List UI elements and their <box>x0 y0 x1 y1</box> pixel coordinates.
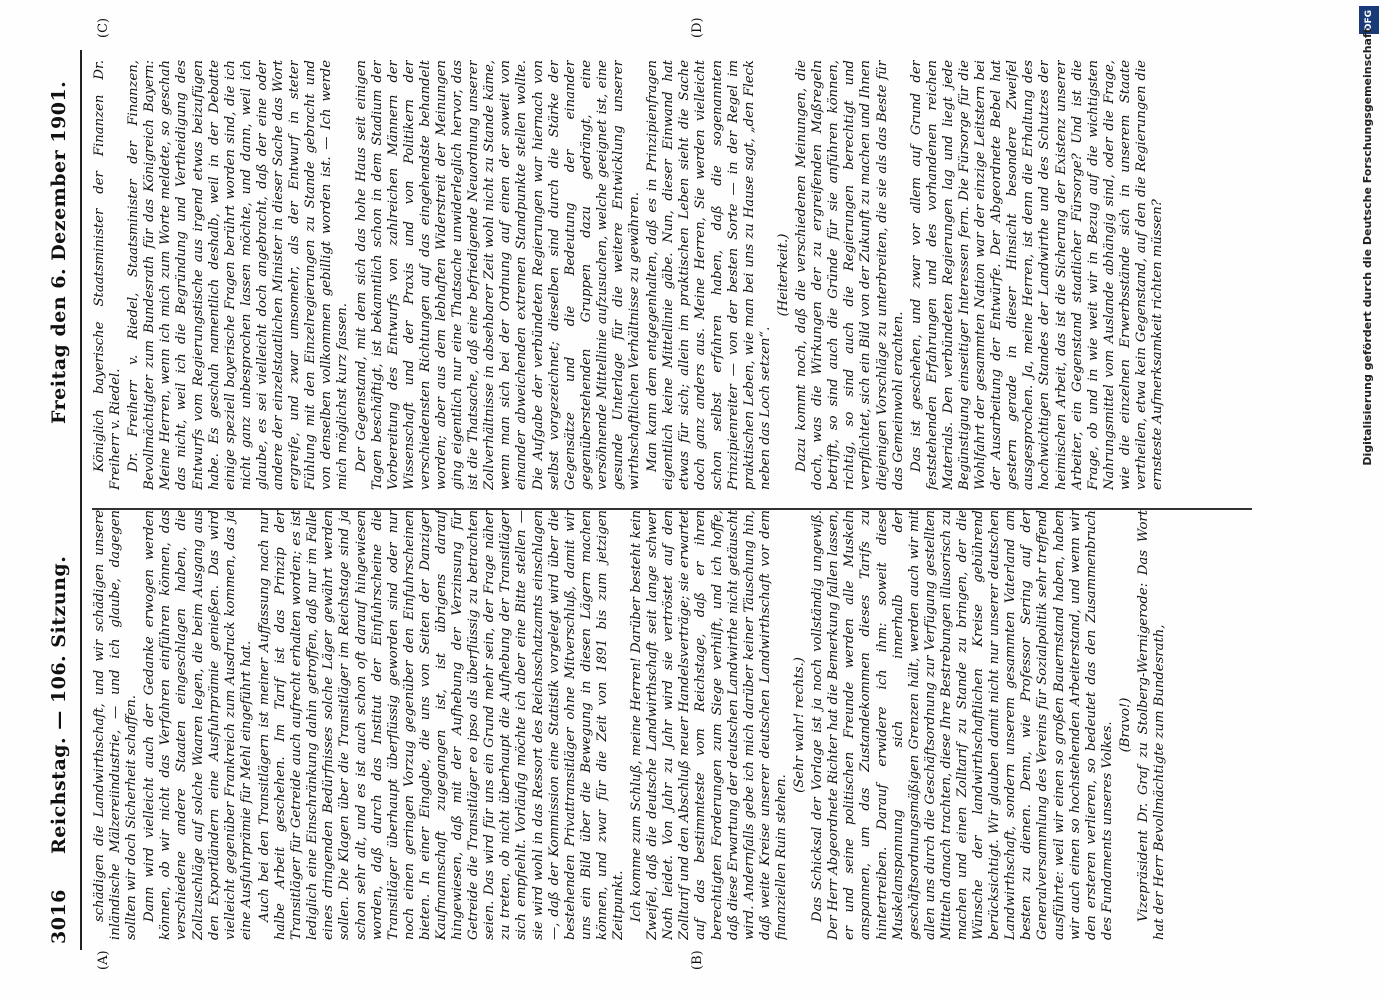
margin-mark-b: (B) <box>690 950 705 970</box>
paragraph: Dann wird vielleicht auch der Gedanke erwogen werden können, ob wir nicht das Verfahren einführen können, das verschiedene andere Staaten eingeschlagen haben, die Zollzuschläge auf solche Waaren legen, die beim Ausgang aus den Exportländern eine Ausfuhrprämie genießen. Das wird vielleicht gegenüber Frankreich zum Ausdruck kommen, das ja eine Ausfuhrprämie für Mehl eingeführt hat. <box>142 510 254 940</box>
paragraph: Das Schicksal der Vorlage ist ja noch vollständig ungewiß. Der Herr Abgeordnete Richter hat die Bemerkung fallen lassen, er und seine politischen Freunde werden alle Muskeln anspannen, um das Zustandekommen dieses Tarifs zu hintertreiben. Darauf erwidere ich ihm: soweit diese Muskelanspannung sich innerhalb der geschäftsordnungsmäßigen Grenzen hält, werden auch wir mit allen uns durch die Geschäftsordnung zur Verfügung gestellten Mitteln danach trachten, diese Ihre Bestrebungen illusorisch zu machen und einen Zolltarif zu Stande zu bringen, der die Wünsche der landwirthschaftlichen Kreise gebührend berücksichtigt. Wir glauben damit nicht nur unserer deutschen Landwirthschaft, sondern unserem gesammten Vaterland am besten zu dienen. Denn, wie Professor Sering auf der Generalversammlung des Vereins für Sozialpolitik sehr treffend ausführte: weil wir einen so großen Bauernstand haben, haben wir auch einen so hochstehenden Arbeiterstand, und wenn wir den ersteren verlieren, so bedeutet das den Zusammenbruch des Fundaments unseres Volkes. <box>810 510 1115 940</box>
paragraph: Dr. Freiherr v. Riedel, Staatsminister der Finanzen, Bevollmächtigter zum Bundesrath für das Königreich Bayern: Meine Herren, wenn ich mich zum Worte meldete, so geschah das nicht, weil ich die Begründung und Vertheidigung des Entwurfs vom Regierungstische aus irgend etwas beizufügen habe. Es geschah namentlich deshalb, weil in der Debatte einige speziell bayerische Fragen berührt worden sind, die ich nicht ganz unbesprochen lassen möchte, und dann, weil ich glaube, es sei vielleicht doch angebracht, daß der eine oder andere der einzelstaatlichen Minister in dieser Sache das Wort ergreife, und zwar umsomehr, als der Entwurf in steter Fühlung mit den Einzelregierungen zu Stande gebracht und von denselben vollkommen gebilligt worden ist. — Ich werde mich möglichst kurz fassen. <box>126 60 351 490</box>
paragraph: Man kann dem entgegenhalten, daß es in Prinzipienfragen eigentlich keine Mittellinie gäbe. Nun, dieser Einwand hat etwas für sich; allein im praktischen Leben sieht die Sache doch ganz anders aus. Meine Herren, Sie werden vielleicht schon selbst erfahren haben, daß die sogenannten Prinzipienreiter — von der besten Sorte — in der Regel im praktischen Leben, wie man bei uns zu Hause sagt, „den Fleck neben das Loch setzen“. <box>645 60 773 490</box>
column-right <box>92 60 1252 490</box>
paragraph: Ich komme zum Schluß, meine Herren! Darüber besteht kein Zweifel, daß die deutsche Landwirthschaft seit lange schwer Noth leidet. Von Jahr zu Jahr wird sie vertröstet auf den Zolltarif und den Abschluß neuer Handelsverträge; sie erwartet auf das bestimmteste vom Reichstage, daß er ihren berechtigten Forderungen zum Siege verhilft, und ich hoffe, daß diese Erwartung der deutschen Landwirthe nicht getäuscht wird. Andernfalls gebe ich mich darüber keiner Täuschung hin, daß weite Kreise unserer deutschen Landwirthschaft vor dem finanziellen Ruin stehen. <box>629 510 789 940</box>
column-left <box>92 510 1252 940</box>
dfg-credit-strip <box>1357 0 1383 1000</box>
interjection: (Heiterkeit.) <box>775 233 791 317</box>
page-number: 3016 <box>48 889 70 944</box>
paragraph: Dazu kommt noch, daß die verschiedenen Meinungen, die doch, was die Wirkungen der zu ergreifenden Maßregeln betrifft, so sind auch die Gründe für sie anführen können, richtig, so sind auch die Regierungen berechtigt und verpflichtet, sich ein Bild von der Zukunft zu machen und Ihnen diejenigen Vorschläge zu unterbreiten, die sie als das Beste für das Gemeinwohl erachten. <box>794 60 906 490</box>
interjection: (Sehr wahr! rechts.) <box>792 657 808 793</box>
paragraph: Auch bei den Transitlägern ist meiner Auffassung nach nur halbe Arbeit geschehen. Im Tarif ist das Prinzip der Transitläger für Getreide auch aufrecht erhalten worden; es ist lediglich eine Einschränkung dahin getroffen, daß nur im Falle eines dringenden Bedürfnisses solche Läger gewährt werden sollen. Die Klagen über die Transitläger im Reichstage sind ja schon sehr alt, und es ist auch schon oft darauf hingewiesen worden, daß durch das Institut der Einfuhrscheine die Transitläger überhaupt überflüssig geworden sind oder nur noch einen geringen Vorzug gegenüber den Einfuhrscheinen bieten. In einer Eingabe, die uns von Seiten der Danziger Kaufmannschaft zugegangen ist, ist übrigens darauf hingewiesen, daß mit der Aufhebung der Verzinsung für Getreide die Transitläger eo ipso als überflüssig zu betrachten seien. Das wird für uns ein Grund mehr sein, der Frage näher zu treten, ob nicht überhaupt die Aufhebung der Transitläger sich empfiehlt. Vorläufig möchte ich aber eine Bitte stellen — sie wird wohl in das Ressort des Reichsschatzamts einschlagen —, daß der Kommission eine Statistik vorgelegt wird über die bestehenden Privattransitläger ohne Mitverschluß, damit wir uns ein Bild über die Bewegung in diesen Lägern machen können, und zwar für die Zeit von 1891 bis zum jetzigen Zeitpunkt. <box>256 510 626 940</box>
paragraph: schädigen die Landwirthschaft, und wir schädigen unsere inländische Mälzereiindustrie, — und ich glaube, dagegen sollten wir doch Sicherheit schaffen. <box>92 510 140 940</box>
dfg-logo: DFG <box>1359 6 1379 34</box>
paragraph: Das ist geschehen, und zwar vor allem auf Grund der feststehenden Erfahrungen und des vorhandenen reichen Materials. Den verbündeten Regierungen lag und liegt jede Begünstigung einseitiger Interessen fern. Die Fürsorge für die Wohlfahrt der gesammten Nation war der einzige Leitstern bei der Ausarbeitung der Entwürfe. Der Abgeordnete Bebel hat gestern gerade in dieser Hinsicht besondere Zweifel ausgesprochen. Ja, meine Herren, ist denn die Erhaltung des hochwichtigen Standes der Landwirthe und des Schutzes der heimischen Arbeit, das ist die Sicherung der Existenz unserer Arbeiter, ein Gegenstand staatlicher Fürsorge? Und ist die Frage, ob und in wie weit wir in Bezug auf die wichtigsten Nahrungsmittel vom Auslande abhängig sind, oder die Frage, wie die einzelnen Erwerbsstände sich in unserem Staate vertheilen, etwa kein Gegenstand, auf den die Regierungen die ernsteste Aufmerksamkeit richten müssen? <box>908 60 1166 490</box>
page-header <box>48 54 76 944</box>
digitization-credit: Digitalisierung gefördert durch die Deutsche Forschungsgemeinschaft <box>1361 28 1374 466</box>
page-date: Freitag den 6. Dezember 1901. <box>48 80 70 424</box>
column-separator <box>92 508 1252 510</box>
paragraph: Der Gegenstand, mit dem sich das hohe Haus seit einigen Tagen beschäftigt, ist bekanntlich schon in dem Stadium der Vorbereitung des Entwurfs von zahlreichen Männern der Wissenschaft und der Praxis und von Politikern der verschiedensten Richtungen auf das eingehendste behandelt worden; aber aus dem lebhaften Widerstreit der Meinungen ging eigentlich nur eine Thatsache unwiderleglich hervor, das ist die Thatsache, daß eine befriedigende Neuordnung unserer Zollverhältnisse in absehbarer Zeit wohl nicht zu Stande käme, wenn man sich bei der Ordnung auf einen der soweit von einander abweichenden extremen Standpunkte stellen wollte. Die Aufgabe der verbündeten Regierungen war hiernach von selbst vorgezeichnet; dieselben sind durch die Stärke der Gegensätze und die Bedeutung der einander gegenüberstehenden Gruppen dazu gedrängt, eine versöhnende Mittellinie aufzusuchen, welche geeignet ist, eine gesunde Unterlage für die weitere Entwicklung unserer wirthschaftlichen Verhältnisse zu gewähren. <box>353 60 643 490</box>
margin-mark-d: (D) <box>690 17 705 38</box>
margin-mark-a: (A) <box>96 950 111 970</box>
interjection: (Bravo!) <box>1117 697 1133 753</box>
paragraph: Vizepräsident Dr. Graf zu Stolberg-Wernigerode: Das Wort hat der Herr Bevollmächtigte zum Bundesrath, <box>1136 510 1168 940</box>
page-title: Reichstag. — 106. Sitzung. <box>48 555 70 854</box>
paragraph: Königlich bayerische Staatsminister der Finanzen Dr. Freiherr v. Riedel. <box>92 60 124 490</box>
header-rule <box>80 50 82 950</box>
margin-mark-c: (C) <box>96 17 111 38</box>
